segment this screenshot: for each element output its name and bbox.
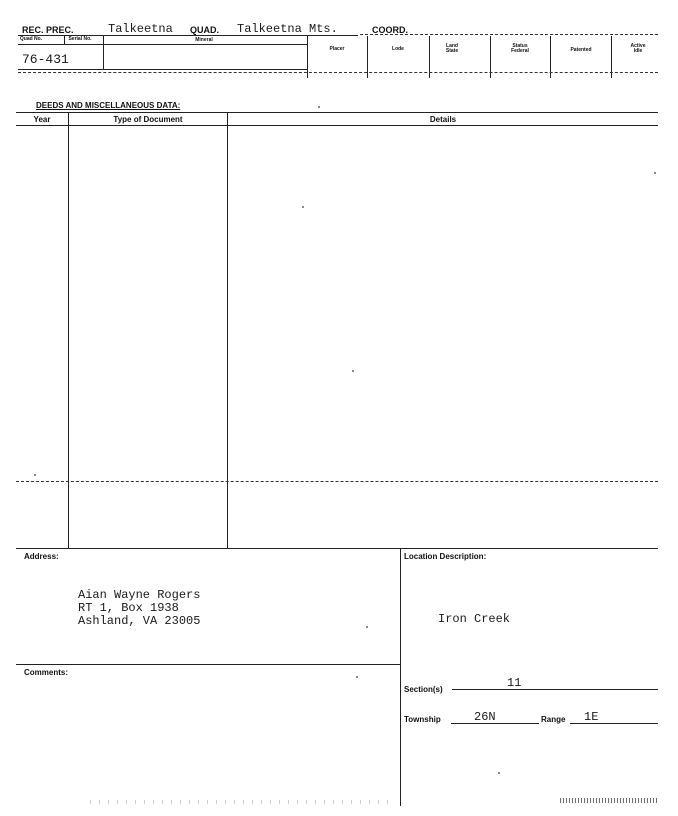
section-value: 11 — [507, 676, 522, 690]
scan-speck — [498, 772, 500, 774]
header-bottom-dashed-line — [18, 72, 658, 73]
scan-noise — [560, 798, 658, 803]
section-underline — [452, 689, 658, 690]
rec-prec-value: Talkeetna — [108, 22, 173, 36]
deeds-col-divider — [227, 112, 228, 548]
col-details: Details — [429, 115, 457, 124]
township-value: 26N — [474, 710, 496, 724]
scan-speck — [654, 172, 656, 174]
col-serial-no: Serial No. — [68, 36, 92, 42]
scan-speck — [366, 626, 368, 628]
col-type-of-document: Type of Document — [113, 115, 183, 124]
location-description-label: Location Description: — [404, 552, 487, 561]
address-line3: Ashland, VA 23005 — [78, 614, 201, 628]
quad-label: QUAD. — [190, 25, 219, 35]
col-year: Year — [33, 115, 51, 124]
section-label: Section(s) — [404, 685, 443, 694]
quad-no-value: 76-431 — [22, 52, 69, 67]
address-label: Address: — [24, 552, 59, 561]
header-divider — [103, 36, 104, 69]
col-lode: Lode — [392, 46, 404, 52]
record-row-underline — [18, 69, 308, 70]
address-line2: RT 1, Box 1938 — [78, 601, 179, 615]
coord-label: COORD. — [372, 25, 408, 35]
deeds-col-divider — [68, 112, 69, 548]
scan-speck — [356, 676, 358, 678]
range-value: 1E — [584, 710, 599, 724]
scan-speck — [302, 206, 304, 208]
address-line1: Aian Wayne Rogers — [78, 588, 201, 602]
header-divider — [64, 36, 65, 44]
range-underline — [570, 723, 658, 724]
col-mineral: Mineral — [195, 37, 213, 43]
deeds-table-header-underline — [16, 125, 658, 126]
address-comments-divider — [16, 664, 400, 665]
bottom-section-top-line — [16, 548, 658, 549]
scan-speck — [318, 106, 320, 108]
col-placer: Placer — [329, 46, 345, 52]
rec-prec-label: REC. PREC. — [22, 25, 74, 35]
column-header-underline — [18, 44, 308, 45]
deeds-section-title: DEEDS AND MISCELLANEOUS DATA: — [36, 101, 181, 110]
deeds-dashed-separator — [16, 481, 658, 482]
township-underline — [451, 723, 539, 724]
deeds-table-top-line — [16, 112, 658, 113]
col-land-status-state: Land State — [445, 43, 459, 54]
col-active-idle: Active Idle — [630, 43, 646, 54]
scan-speck — [34, 474, 36, 476]
col-patented: Patented — [570, 47, 592, 53]
comments-label: Comments: — [24, 668, 69, 677]
col-status-federal: Status Federal — [511, 43, 529, 54]
quad-value: Talkeetna Mts. — [237, 22, 338, 36]
scan-noise — [90, 800, 390, 804]
location-description-value: Iron Creek — [438, 612, 511, 626]
range-label: Range — [541, 715, 566, 724]
scan-speck — [352, 370, 354, 372]
township-label: Township — [404, 715, 441, 724]
bottom-section-divider — [400, 548, 401, 806]
header-top-dashed-line — [360, 34, 658, 35]
col-quad-no: Quad No. — [19, 36, 43, 42]
